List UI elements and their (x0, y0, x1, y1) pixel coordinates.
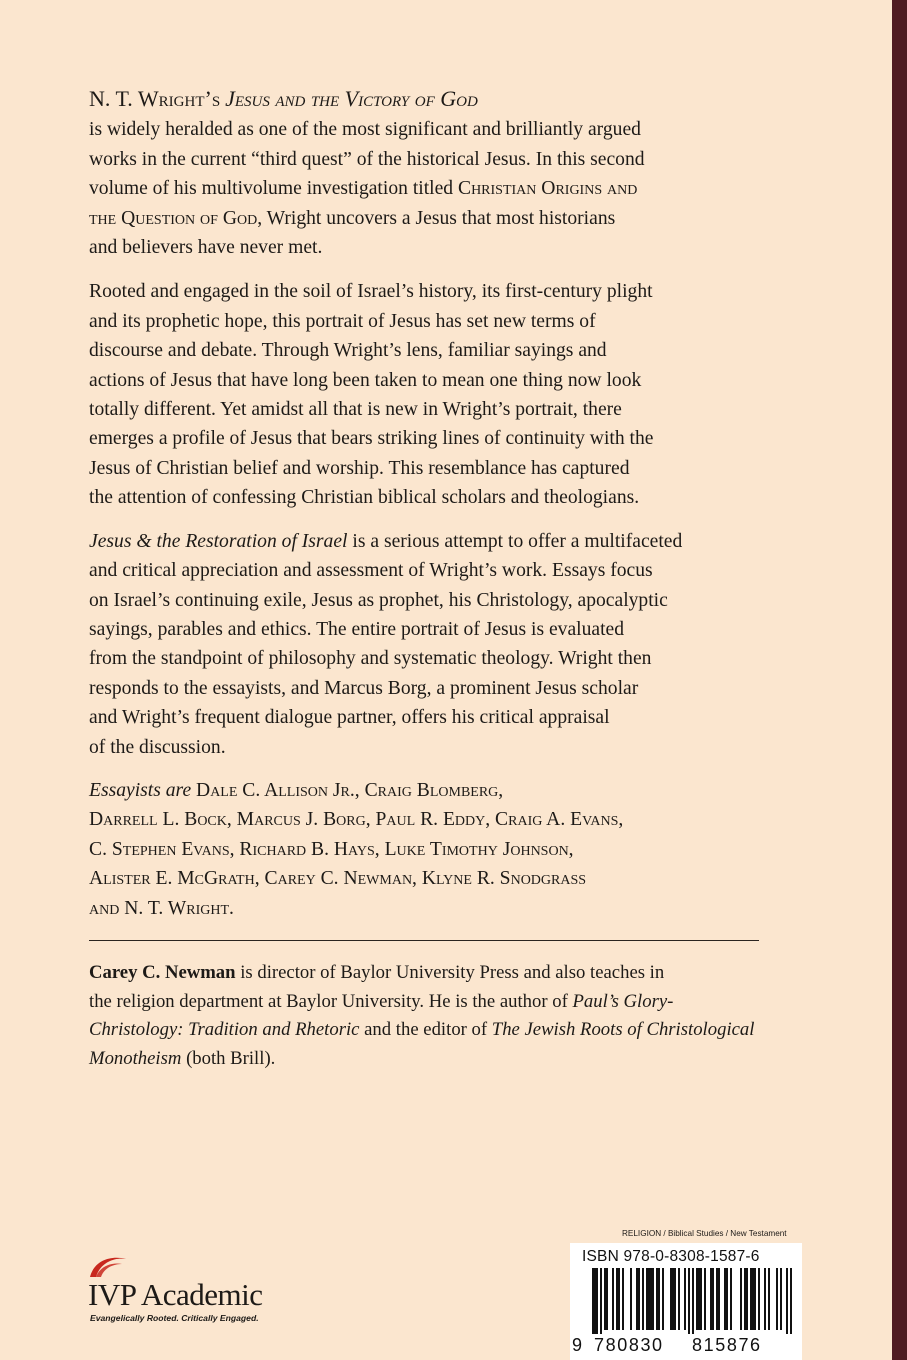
bio-text: is director of Baylor University Press and also teaches in (235, 961, 665, 983)
barcode-bar (678, 1268, 680, 1330)
barcode-bar (790, 1268, 792, 1334)
publisher-tagline: Evangelically Rooted. Critically Engaged. (90, 1313, 259, 1323)
editor-name: Carey C. Newman (89, 961, 236, 983)
description-line: Jesus of Christian belief and worship. This resemblance has captured (89, 457, 630, 479)
barcode-bar (764, 1268, 766, 1330)
barcode-bar (758, 1268, 760, 1330)
back-cover-text (89, 84, 811, 1087)
publisher-logo (88, 1253, 288, 1333)
barcode-bar (730, 1268, 732, 1330)
intro-line: and believers have never met. (89, 237, 323, 259)
barcode-bar (642, 1268, 644, 1330)
barcode-bar (740, 1268, 742, 1330)
description-line: Rooted and engaged in the soil of Israel’s history, its first-century plight (89, 281, 653, 303)
barcode-bar (780, 1268, 782, 1330)
barcode-bar (776, 1268, 778, 1330)
barcode-bar (646, 1268, 654, 1330)
barcode-bar (704, 1268, 706, 1330)
intro-line: volume of his multivolume investigation titled (89, 178, 454, 200)
bio-text: (both Brill). (181, 1047, 276, 1069)
bio-book-title: Paul’s Glory- (572, 990, 674, 1012)
description-line: the attention of confessing Christian biblical scholars and theologians. (89, 487, 640, 509)
essayists-line: Darrell L. Bock, Marcus J. Borg, Paul R. Eddy, Craig A. Evans, (89, 809, 624, 831)
essayists-line: and N. T. Wright. (89, 897, 234, 919)
essayists-line: Alister E. McGrath, Carey C. Newman, Klyne R. Snodgrass (89, 868, 587, 890)
series-title: the Question of God (89, 207, 258, 229)
essayists-paragraph (89, 776, 811, 923)
description-line: discourse and debate. Through Wright’s lens, familiar sayings and (89, 340, 607, 362)
barcode-bar (684, 1268, 686, 1330)
barcode-first-digit: 9 (572, 1335, 583, 1355)
series-title: Christian Origins and (458, 178, 638, 200)
description-line: emerges a profile of Jesus that bears striking lines of continuity with the (89, 428, 654, 450)
barcode-bar (786, 1268, 788, 1334)
bio-book-title: Monotheism (89, 1047, 182, 1069)
flame-swoosh-icon (88, 1253, 128, 1279)
barcode-digit-group: 780830 (594, 1335, 664, 1355)
barcode-bar (616, 1268, 620, 1330)
barcode-bar (604, 1268, 608, 1330)
barcode-bar (744, 1268, 748, 1330)
bio-text: the religion department at Baylor University. He is the author of (89, 990, 573, 1012)
summary-line: and Wright’s frequent dialogue partner, offers his critical appraisal (89, 707, 610, 729)
barcode-bar (688, 1268, 690, 1334)
summary-book-title: Jesus & the Restoration of Israel (89, 530, 348, 552)
publisher-name: IVP Academic (88, 1277, 263, 1312)
barcode-bar (636, 1268, 640, 1330)
intro-line: is widely heralded as one of the most significant and brilliantly argued (89, 119, 641, 141)
barcode-bar (612, 1268, 614, 1330)
bio-text: and the editor of (359, 1019, 492, 1041)
summary-line: of the discussion. (89, 736, 226, 758)
barcode-bar (692, 1268, 694, 1334)
barcode-bar (768, 1268, 770, 1330)
description-paragraph (89, 277, 811, 512)
description-line: totally different. Yet amidst all that is new in Wright’s portrait, there (89, 399, 622, 421)
essayists-label: Essayists are (89, 779, 192, 801)
barcode-bar (696, 1268, 702, 1330)
barcode-bar (662, 1268, 664, 1330)
isbn-barcode (570, 1243, 802, 1360)
barcode-digit-group: 815876 (692, 1335, 762, 1355)
barcode-bar (656, 1268, 660, 1330)
summary-line: from the standpoint of philosophy and systematic theology. Wright then (89, 648, 652, 670)
barcode-bar (710, 1268, 714, 1330)
barcode-bars (580, 1268, 792, 1334)
description-line: and its prophetic hope, this portrait of Jesus has set new terms of (89, 310, 596, 332)
essayists-line: C. Stephen Evans, Richard B. Hays, Luke Timothy Johnson, (89, 838, 574, 860)
editor-bio (89, 959, 811, 1073)
barcode-bar (750, 1268, 756, 1330)
intro-book-title: Jesus and the Victory of God (225, 86, 478, 111)
barcode-bar (716, 1268, 720, 1330)
barcode-bar (724, 1268, 728, 1330)
intro-line: works in the current “third quest” of the historical Jesus. In this second (89, 148, 645, 170)
barcode-bar (622, 1268, 624, 1330)
intro-line: , Wright uncovers a Jesus that most historians (257, 207, 616, 229)
bio-book-title: The Jewish Roots of Christological (491, 1019, 755, 1041)
intro-author: N. T. Wright’s (89, 86, 221, 111)
summary-line: responds to the essayists, and Marcus Borg, a prominent Jesus scholar (89, 677, 639, 699)
category-label: RELIGION / Biblical Studies / New Testament (622, 1229, 787, 1238)
barcode-bar (630, 1268, 632, 1330)
description-line: actions of Jesus that have long been taken to mean one thing now look (89, 369, 642, 391)
essayists-line: Dale C. Allison Jr., Craig Blomberg, (196, 779, 504, 801)
summary-line: and critical appreciation and assessment of Wright’s work. Essays focus (89, 560, 653, 582)
barcode-bar (670, 1268, 676, 1330)
summary-line: is a serious attempt to offer a multifaceted (347, 530, 683, 552)
summary-line: sayings, parables and ethics. The entire portrait of Jesus is evaluated (89, 618, 625, 640)
isbn-label: ISBN 978-0-8308-1587-6 (582, 1248, 760, 1265)
section-divider (89, 940, 759, 941)
book-summary-paragraph (89, 527, 811, 762)
bio-book-title: Christology: Tradition and Rhetoric (89, 1019, 360, 1041)
barcode-bar (592, 1268, 598, 1334)
intro-paragraph (89, 84, 811, 262)
summary-line: on Israel’s continuing exile, Jesus as prophet, his Christology, apocalyptic (89, 589, 668, 611)
barcode-bar (600, 1268, 602, 1334)
book-spine-edge (892, 0, 907, 1360)
